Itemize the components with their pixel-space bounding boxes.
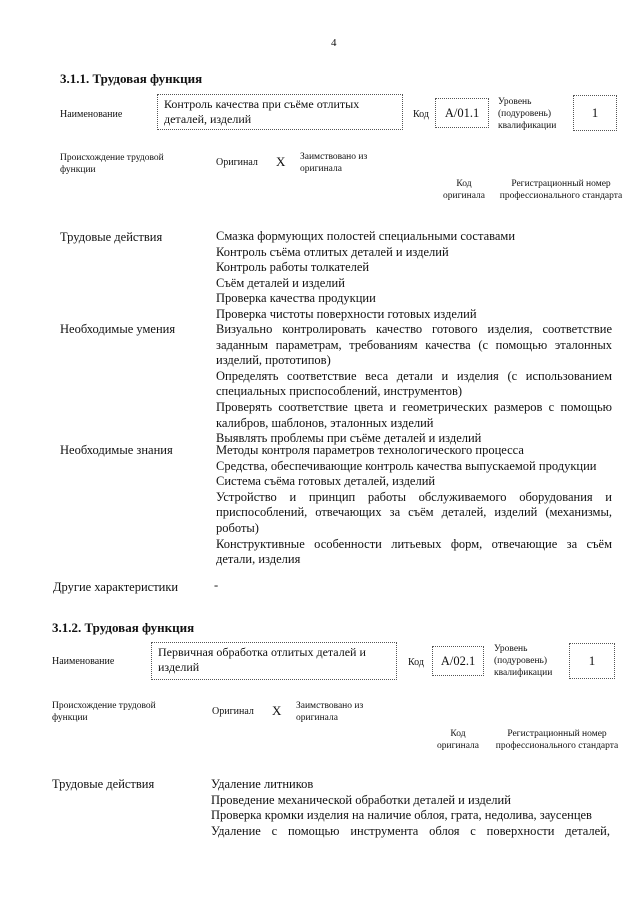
knowledge-list — [216, 443, 612, 568]
original-mark: X — [272, 703, 282, 718]
list-item: Проверка кромки изделия на наличие облоя, грата, недолива, заусенцев — [211, 808, 592, 823]
origin-label: Происхождение трудовой функции — [60, 153, 164, 175]
list-item: Удаление литников — [211, 777, 314, 791]
list-item: Смазка формующих полостей специальными составами — [216, 229, 516, 243]
borrowed-label: Заимствовано из оригинала — [296, 701, 364, 723]
code-label: Код — [413, 109, 429, 120]
other-characteristics-value: - — [214, 578, 219, 592]
qualification-level-label: Уровень (подуровень) квалификации — [498, 97, 557, 131]
reg-number-label: Регистрационный номер профессионального стандарта — [495, 729, 619, 751]
original-label: Оригинал — [216, 157, 258, 168]
list-item: Визуально контролировать качество готового изделия, соответствие заданным параметрам, требованиям качества (с помощью эталонных изделий, прототипов) — [216, 322, 612, 368]
list-item: Выявлять проблемы при съёме деталей и изделий — [216, 431, 482, 446]
qualification-level-box: 1 — [573, 95, 617, 131]
page-number: 4 — [331, 37, 337, 49]
name-value-box: Контроль качества при съёме отлитых деталей, изделий — [157, 94, 403, 130]
list-item: Конструктивные особенности литьевых форм, отвечающие за съём детали, изделия — [216, 536, 612, 567]
list-item: Проверка чистоты поверхности готовых изделий — [216, 306, 477, 321]
skills-list — [216, 322, 612, 447]
list-item: Удаление с помощью инструмента облоя с поверхности деталей, — [211, 823, 610, 838]
code-value-box: A/01.1 — [435, 98, 489, 128]
list-item: Проверять соответствие цвета и геометрических размеров с помощью калибров, шаблонов, эталонных изделий — [216, 399, 612, 430]
list-item: Проведение механической обработки деталей и изделий — [211, 792, 511, 807]
section-heading: 3.1.1. Трудовая функция — [60, 71, 203, 86]
other-characteristics-label: Другие характеристики — [53, 580, 179, 594]
code-label: Код — [408, 657, 424, 668]
list-item: Контроль съёма отлитых деталей и изделий — [216, 244, 449, 259]
skills-label: Необходимые умения — [60, 322, 176, 336]
list-item: Устройство и принцип работы обслуживаемого оборудования и приспособлений, отвечающих за съём деталей, изделий (механизмы, роботы) — [216, 489, 612, 535]
original-mark: X — [276, 154, 286, 169]
code-value-box: A/02.1 — [432, 646, 484, 676]
list-item: Система съёма готовых деталей, изделий — [216, 474, 436, 489]
section-heading: 3.1.2. Трудовая функция — [52, 620, 195, 635]
qualification-level-label: Уровень (подуровень) квалификации — [494, 644, 553, 678]
list-item: Съём деталей и изделий — [216, 275, 345, 290]
knowledge-label: Необходимые знания — [60, 443, 173, 457]
name-value-box: Первичная обработка отлитых деталей и изделий — [151, 642, 397, 680]
borrowed-label: Заимствовано из оригинала — [300, 152, 368, 174]
name-label: Наименование — [52, 656, 115, 667]
code-original-label: Код оригинала — [437, 729, 479, 751]
list-item: Определять соответствие веса детали и изделия (с использованием специальных приспособлений, инструментов) — [216, 368, 612, 399]
origin-label: Происхождение трудовой функции — [52, 701, 156, 723]
original-label: Оригинал — [212, 706, 254, 717]
list-item: Средства, обеспечивающие контроль качества выпускаемой продукции — [216, 458, 597, 473]
list-item: Методы контроля параметров технологического процесса — [216, 443, 524, 457]
labor-actions-list — [216, 229, 612, 323]
labor-actions-label: Трудовые действия — [60, 230, 163, 244]
code-original-label: Код оригинала — [443, 179, 485, 201]
reg-number-label: Регистрационный номер профессионального стандарта — [499, 179, 623, 201]
labor-actions-label: Трудовые действия — [52, 777, 155, 791]
labor-actions-list — [211, 777, 610, 839]
list-item: Контроль работы толкателей — [216, 260, 370, 275]
qualification-level-box: 1 — [569, 643, 615, 679]
list-item: Проверка качества продукции — [216, 291, 376, 306]
name-label: Наименование — [60, 109, 123, 120]
